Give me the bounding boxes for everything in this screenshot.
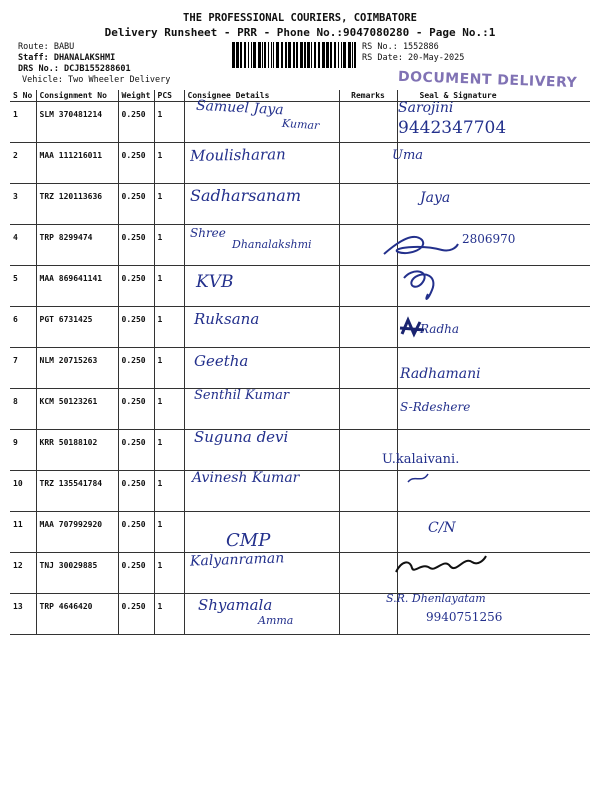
cell-pcs: 1	[154, 184, 184, 225]
col-remarks: Remarks	[339, 90, 397, 102]
table-row	[10, 348, 590, 389]
cell-remarks	[339, 143, 397, 184]
handwritten-consignee: CMP	[226, 530, 271, 551]
col-pcs: PCS	[154, 90, 184, 102]
table-header-row	[10, 90, 590, 102]
cell-weight: 0.250	[118, 594, 154, 635]
drs-label: DRS No.: DCJB155288601	[18, 64, 131, 74]
cell-consignment-no: MAA 869641141	[36, 266, 118, 307]
cell-consignment-no: TRZ 120113636	[36, 184, 118, 225]
handwritten-signature: C/N	[428, 520, 456, 536]
handwritten-consignee: KVB	[196, 272, 234, 292]
cell-sno: 9	[10, 430, 36, 471]
handwritten-signature: Jaya	[420, 190, 451, 206]
col-weight: Weight	[118, 90, 154, 102]
handwritten-signature: U.kalaivani.	[382, 452, 460, 467]
barcode	[232, 42, 358, 68]
cell-sno: 4	[10, 225, 36, 266]
table-row	[10, 266, 590, 307]
cell-weight: 0.250	[118, 389, 154, 430]
handwritten-consignee: Sadharsanam	[190, 186, 301, 205]
cell-pcs: 1	[154, 307, 184, 348]
cell-sno: 3	[10, 184, 36, 225]
cell-remarks	[339, 389, 397, 430]
cell-sno: 1	[10, 102, 36, 143]
rs-date-label: RS Date: 20-May-2025	[362, 53, 465, 63]
handwritten-consignee: Kumar	[281, 116, 320, 133]
handwritten-consignee: Geetha	[194, 352, 249, 370]
cell-consignment-no: PGT 6731425	[36, 307, 118, 348]
cell-consignment-no: KRR 50188102	[36, 430, 118, 471]
handwritten-consignee: Shyamala	[198, 596, 273, 614]
table-row	[10, 594, 590, 635]
cell-sno: 8	[10, 389, 36, 430]
cell-weight: 0.250	[118, 553, 154, 594]
cell-weight: 0.250	[118, 225, 154, 266]
col-consignee: Consignee Details	[184, 90, 339, 102]
handwritten-consignee: Ruksana	[194, 310, 260, 328]
cell-consignment-no: NLM 20715263	[36, 348, 118, 389]
col-consignment: Consignment No	[36, 90, 118, 102]
cell-remarks	[339, 307, 397, 348]
cell-pcs: 1	[154, 225, 184, 266]
cell-weight: 0.250	[118, 471, 154, 512]
scribble-signature	[398, 316, 426, 340]
handwritten-consignee: Moulisharan	[189, 145, 286, 165]
cell-weight: 0.250	[118, 102, 154, 143]
handwritten-consignee: Samuel Jaya	[195, 97, 285, 119]
cell-consignment-no: TNJ 30029885	[36, 553, 118, 594]
cell-consignment-no: TRP 8299474	[36, 225, 118, 266]
scribble-signature	[406, 470, 430, 486]
rs-no-label: RS No.: 1552886	[362, 42, 439, 52]
cell-weight: 0.250	[118, 307, 154, 348]
cell-pcs: 1	[154, 512, 184, 553]
cell-consignment-no: KCM 50123261	[36, 389, 118, 430]
scribble-signature	[392, 552, 488, 580]
col-signature: Seal & Signature	[397, 90, 590, 102]
table-row	[10, 307, 590, 348]
handwritten-consignee: Avinesh Kumar	[192, 470, 300, 486]
cell-weight: 0.250	[118, 143, 154, 184]
cell-sno: 13	[10, 594, 36, 635]
runsheet-table	[10, 90, 590, 635]
handwritten-signature: Sarojini	[398, 100, 454, 116]
cell-pcs: 1	[154, 348, 184, 389]
cell-consignment-no: MAA 111216011	[36, 143, 118, 184]
handwritten-signature: 9442347704	[398, 118, 507, 138]
cell-pcs: 1	[154, 594, 184, 635]
handwritten-signature: Uma	[392, 148, 424, 163]
cell-sno: 5	[10, 266, 36, 307]
company-title: THE PROFESSIONAL COURIERS, COIMBATORE	[183, 12, 417, 24]
handwritten-consignee: Suguna devi	[194, 428, 289, 446]
table-row	[10, 389, 590, 430]
cell-consignment-no: SLM 370481214	[36, 102, 118, 143]
cell-signature	[397, 143, 590, 184]
cell-pcs: 1	[154, 102, 184, 143]
handwritten-signature: Radhamani	[400, 366, 481, 382]
vehicle-label: Vehicle: Two Wheeler Delivery	[22, 75, 171, 85]
scribble-signature	[398, 266, 448, 306]
cell-weight: 0.250	[118, 266, 154, 307]
cell-sno: 11	[10, 512, 36, 553]
cell-weight: 0.250	[118, 512, 154, 553]
col-sno: S No	[10, 90, 36, 102]
cell-pcs: 1	[154, 266, 184, 307]
cell-pcs: 1	[154, 471, 184, 512]
table-row	[10, 553, 590, 594]
table-row	[10, 143, 590, 184]
cell-remarks	[339, 266, 397, 307]
handwritten-consignee: Amma	[258, 614, 294, 627]
cell-remarks	[339, 553, 397, 594]
cell-consignment-no: TRP 4646420	[36, 594, 118, 635]
runsheet-title: Delivery Runsheet - PRR - Phone No.:9047080280 - Page No.:1	[104, 26, 496, 39]
handwritten-signature: S.R. Dhenlayatam	[386, 592, 486, 605]
table-row	[10, 471, 590, 512]
scribble-signature	[380, 226, 460, 262]
staff-label: Staff: DHANALAKSHMI	[18, 53, 116, 63]
table-row	[10, 512, 590, 553]
route-label: Route: BABU	[18, 42, 75, 52]
cell-weight: 0.250	[118, 184, 154, 225]
handwritten-signature: 9940751256	[426, 610, 503, 624]
cell-sno: 6	[10, 307, 36, 348]
cell-remarks	[339, 348, 397, 389]
handwritten-signature: Radha	[420, 322, 460, 336]
cell-pcs: 1	[154, 553, 184, 594]
cell-remarks	[339, 512, 397, 553]
cell-sno: 7	[10, 348, 36, 389]
handwritten-consignee: Shree	[190, 226, 226, 240]
cell-remarks	[339, 471, 397, 512]
cell-pcs: 1	[154, 430, 184, 471]
cell-weight: 0.250	[118, 430, 154, 471]
cell-consignment-no: MAA 707992920	[36, 512, 118, 553]
cell-signature	[397, 512, 590, 553]
cell-remarks	[339, 102, 397, 143]
handwritten-signature: S-Rdeshere	[400, 400, 471, 414]
cell-pcs: 1	[154, 143, 184, 184]
cell-sno: 2	[10, 143, 36, 184]
handwritten-consignee: Senthil Kumar	[194, 388, 290, 403]
cell-remarks	[339, 184, 397, 225]
cell-weight: 0.250	[118, 348, 154, 389]
handwritten-consignee: Kalyanraman	[189, 550, 285, 570]
handwritten-signature: 2806970	[462, 232, 516, 246]
cell-consignment-no: TRZ 135541784	[36, 471, 118, 512]
cell-pcs: 1	[154, 389, 184, 430]
document-delivery-stamp: DOCUMENT DELIVERY	[397, 68, 578, 92]
cell-sno: 10	[10, 471, 36, 512]
table-row	[10, 430, 590, 471]
cell-sno: 12	[10, 553, 36, 594]
handwritten-consignee: Dhanalakshmi	[232, 238, 312, 251]
